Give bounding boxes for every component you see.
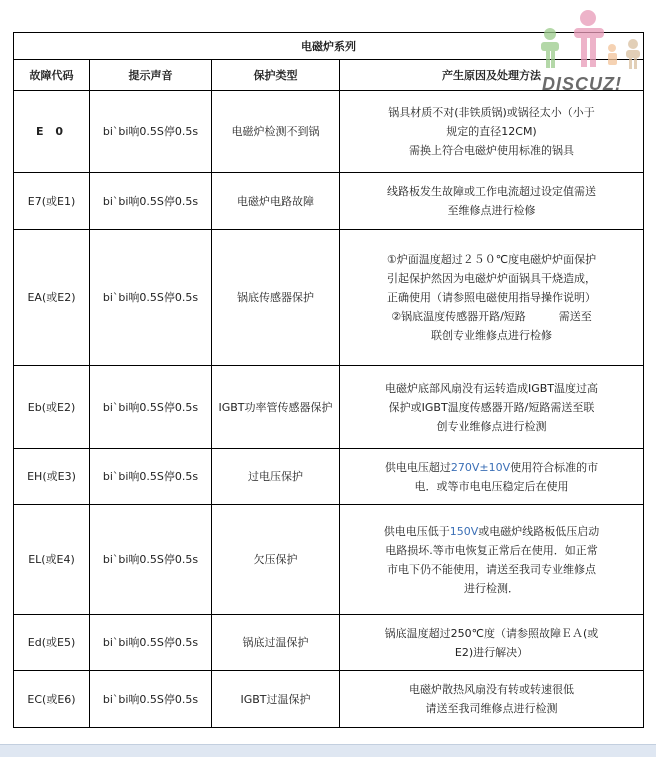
cause-line: 至维修点进行检修 xyxy=(447,204,536,217)
cause-line: 联创专业维修点进行检修 xyxy=(431,329,552,342)
cause-line: 电磁炉散热风扇没有转或转速很低 xyxy=(409,683,574,696)
fault-code: EH(或E3) xyxy=(14,449,90,505)
fault-code-table xyxy=(13,32,644,728)
cause-line: 创专业维修点进行检测 xyxy=(436,419,547,433)
cause-cell xyxy=(340,671,644,728)
cause-cell xyxy=(340,505,644,615)
cause-text: 供电电压超过 xyxy=(384,460,451,474)
cause-line: 请送至我司维修点进行检测 xyxy=(425,702,558,715)
voltage-value: 150V xyxy=(449,524,479,538)
bottom-bar xyxy=(0,744,656,757)
protection-type: 锅底传感器保护 xyxy=(212,230,340,366)
alert-sound: bi`bi响0.5S停0.5s xyxy=(90,366,212,449)
voltage-value: 270V±10V xyxy=(450,460,511,474)
table-row xyxy=(14,505,644,615)
cause-cell xyxy=(340,449,644,505)
cause-line: 电．或等市电电压稳定后在使用 xyxy=(414,479,569,493)
cause-cell xyxy=(340,230,644,366)
fault-code: EA(或E2) xyxy=(14,230,90,366)
cause-line: 进行检测． xyxy=(464,581,519,595)
fault-code: Ed(或E5) xyxy=(14,615,90,671)
alert-sound: bi`bi响0.5S停0.5s xyxy=(90,671,212,728)
cause-line: 规定的直径12CM) xyxy=(446,125,537,138)
cause-line: 锅具材质不对(非铁质锅)或锅径太小（小于 xyxy=(388,106,595,119)
cause-line: E2)进行解决） xyxy=(454,645,529,659)
fault-code: E 0 xyxy=(14,91,90,173)
cause-line xyxy=(343,522,640,541)
alert-sound: bi`bi响0.5S停0.5s xyxy=(90,230,212,366)
cause-text: 或电磁炉线路板低压启动 xyxy=(478,524,600,538)
cause-line: ①炉面温度超过２５０℃度电磁炉炉面保护 xyxy=(386,253,597,266)
cause-cell xyxy=(340,173,644,230)
cause-cell xyxy=(340,615,644,671)
table-row xyxy=(14,671,644,728)
cause-line: 线路板发生故障或工作电流超过设定值需送 xyxy=(387,185,596,198)
header-protection-type: 保护类型 xyxy=(212,60,340,91)
cause-line: 电路损坏.等市电恢复正常后在使用．如正常 xyxy=(385,543,598,557)
table-row xyxy=(14,230,644,366)
table-row xyxy=(14,366,644,449)
cause-line: ②锅底温度传感器开路/短路 需送至 xyxy=(391,310,592,323)
fault-code: EC(或E6) xyxy=(14,671,90,728)
fault-code: E7(或E1) xyxy=(14,173,90,230)
cause-line xyxy=(343,458,640,477)
table-row xyxy=(14,173,644,230)
cause-text: 使用符合标准的市 xyxy=(510,460,599,474)
alert-sound: bi`bi响0.5S停0.5s xyxy=(90,91,212,173)
table-row xyxy=(14,615,644,671)
alert-sound: bi`bi响0.5S停0.5s xyxy=(90,173,212,230)
cause-line: 保护或IGBT温度传感器开路/短路需送至联 xyxy=(388,400,595,414)
watermark-text: DISCUZ! xyxy=(542,74,622,94)
protection-type: 锅底过温保护 xyxy=(212,615,340,671)
cause-cell xyxy=(340,366,644,449)
fault-code: Eb(或E2) xyxy=(14,366,90,449)
alert-sound: bi`bi响0.5S停0.5s xyxy=(90,449,212,505)
cause-line: 电磁炉底部风扇没有运转造成IGBT温度过高 xyxy=(384,381,599,395)
table-row xyxy=(14,449,644,505)
header-fault-code: 故障代码 xyxy=(14,60,90,91)
alert-sound: bi`bi响0.5S停0.5s xyxy=(90,505,212,615)
protection-type: IGBT过温保护 xyxy=(212,671,340,728)
protection-type: 电磁炉电路故障 xyxy=(212,173,340,230)
table-title: 电磁炉系列 xyxy=(14,33,644,60)
cause-line: 需换上符合电磁炉使用标准的锅具 xyxy=(409,144,574,157)
cause-line: 锅底温度超过250℃度（请参照故障ＥＡ(或 xyxy=(384,626,599,640)
alert-sound: bi`bi响0.5S停0.5s xyxy=(90,615,212,671)
cause-text: 供电电压低于 xyxy=(383,524,450,538)
protection-type: 电磁炉检测不到锅 xyxy=(212,91,340,173)
protection-type: 过电压保护 xyxy=(212,449,340,505)
protection-type: 欠压保护 xyxy=(212,505,340,615)
header-cause: 产生原因及处理方法 xyxy=(340,60,644,91)
cause-line: 正确使用（请参照电磁使用指导操作说明） xyxy=(387,291,596,304)
cause-line: 引起保护然因为电磁炉炉面锅具干烧造成， xyxy=(387,272,596,285)
header-sound: 提示声音 xyxy=(90,60,212,91)
fault-code: EL(或E4) xyxy=(14,505,90,615)
cause-line: 市电下仍不能使用，请送至我司专业维修点 xyxy=(387,562,596,576)
protection-type: IGBT功率管传感器保护 xyxy=(212,366,340,449)
